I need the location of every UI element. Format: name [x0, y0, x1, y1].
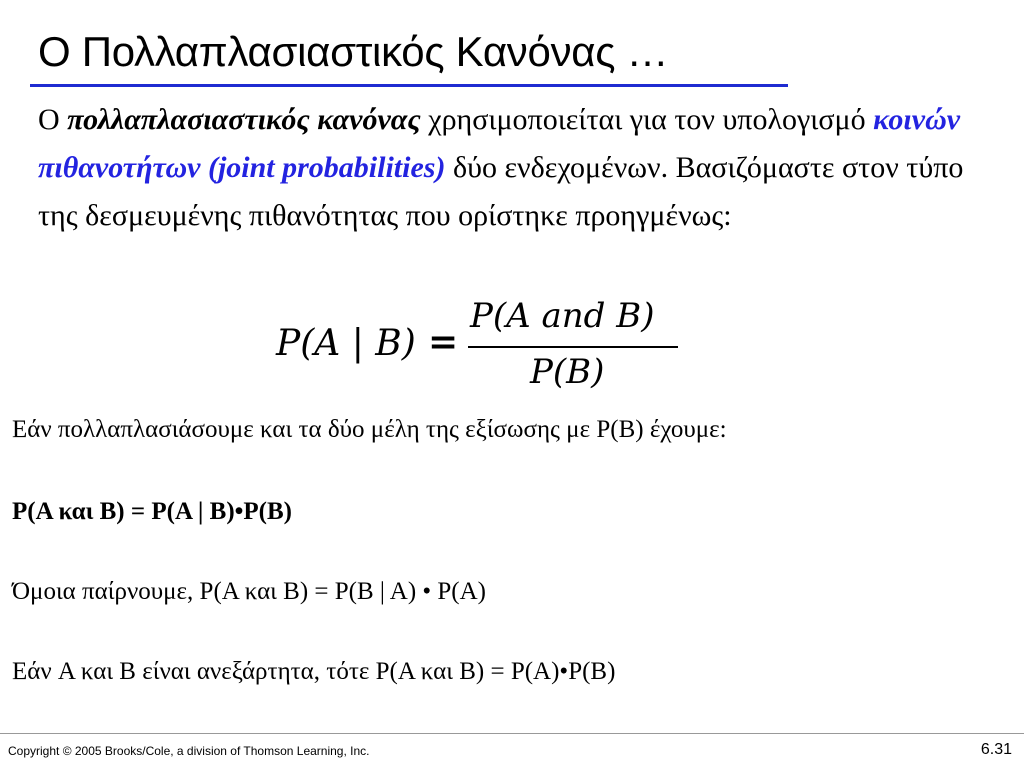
intro-term-joint-probabilities: κοινών πιθανοτήτων (joint probabilities): [38, 103, 961, 184]
multiply-both-sides-text: Εάν πολλαπλασιάσουμε και τα δύο μέλη της εξίσωσης με P(B) έχουμε:: [12, 416, 727, 443]
formula-numerator: P(A and B): [470, 296, 655, 336]
conditional-probability-formula: [272, 296, 692, 400]
multiplication-rule-result: P(A και B) = P(A | B)•P(B): [12, 498, 293, 525]
intro-text-3: δύο ενδεχομένων. Βασιζόμαστε στον τύπο της δεσμευμένης πιθανότητας που ορίστηκε προηγμένως:: [38, 151, 964, 232]
slide-title: Ο Πολλαπλασιαστικός Κανόνας …: [38, 28, 669, 75]
copyright-notice: Copyright © 2005 Brooks/Cole, a division of Thomson Learning, Inc.: [8, 744, 370, 758]
intro-text-1: Ο: [38, 103, 68, 136]
formula-denominator: P(B): [530, 352, 605, 392]
footer-divider: [0, 733, 1024, 734]
symmetric-rule-text: Όμοια παίρνουμε, P(A και B) = P(B | A) • P(A): [12, 578, 487, 605]
formula-lhs: P(A | B): [276, 323, 416, 364]
fraction-bar: [468, 346, 678, 348]
title-underline: [30, 84, 788, 87]
intro-term-multiplication-rule: πολλαπλασιαστικός κανόνας: [67, 103, 421, 136]
formula-equals: =: [428, 321, 459, 363]
intro-paragraph: [38, 96, 998, 240]
intro-text-2: χρησιμοποιείται για τον υπολογισμό: [420, 103, 874, 136]
slide-number: 6.31: [980, 741, 1012, 758]
independence-rule-text: Εάν A και B είναι ανεξάρτητα, τότε P(A και B) = P(A)•P(B): [12, 658, 616, 685]
